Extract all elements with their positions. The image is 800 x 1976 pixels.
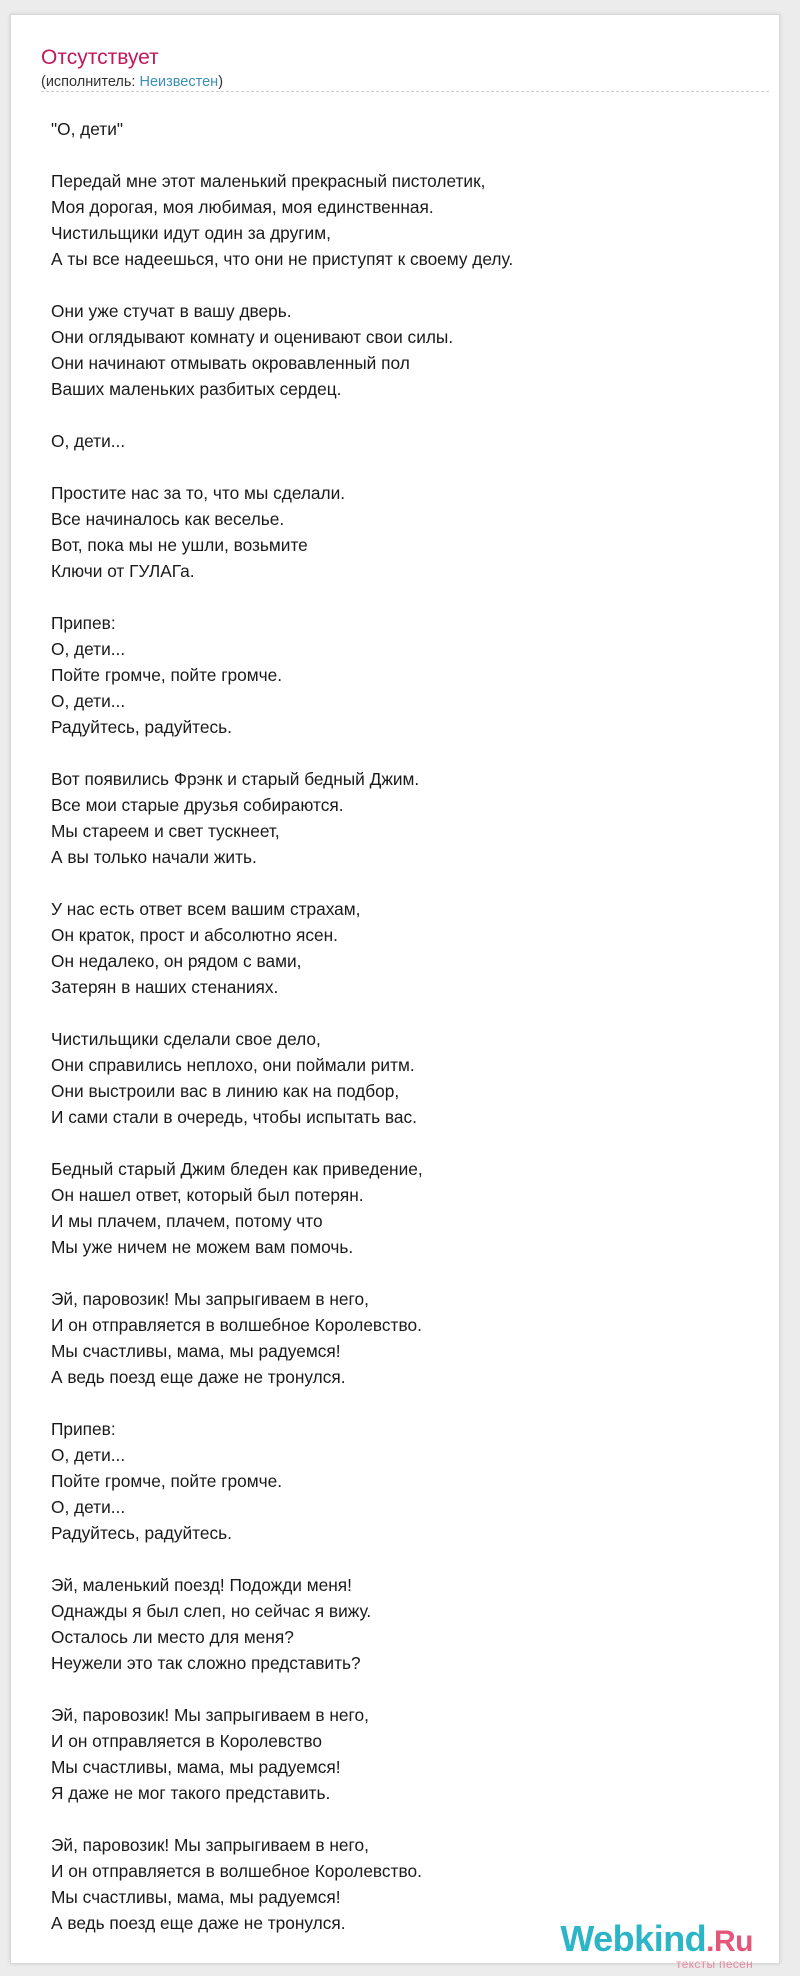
lyric-line: Простите нас за то, что мы сделали.: [51, 483, 346, 503]
lyric-line: Радуйтесь, радуйтесь.: [51, 1523, 232, 1543]
lyric-line: Вот появились Фрэнк и старый бедный Джим.: [51, 769, 420, 789]
lyric-spacer: [51, 1676, 771, 1702]
lyric-line: Неужели это так сложно представить?: [51, 1653, 361, 1673]
lyric-line: Эй, паровозик! Мы запрыгиваем в него,: [51, 1289, 369, 1309]
song-title: Отсутствует: [41, 46, 159, 69]
lyric-line: Вот, пока мы не ушли, возьмите: [51, 535, 308, 555]
logo-tagline: тексты песен: [676, 1957, 753, 1971]
lyric-line: Припев:: [51, 1419, 116, 1439]
lyric-line: Мы счастливы, мама, мы радуемся!: [51, 1341, 341, 1361]
title-divider: [41, 91, 769, 92]
lyric-line: О, дети...: [51, 1445, 126, 1465]
lyric-line: И мы плачем, плачем, потому что: [51, 1211, 323, 1231]
lyric-line: Мы счастливы, мама, мы радуемся!: [51, 1887, 341, 1907]
lyric-line: Пойте громче, пойте громче.: [51, 665, 283, 685]
lyric-line: Мы счастливы, мама, мы радуемся!: [51, 1757, 341, 1777]
lyric-spacer: [51, 584, 771, 610]
lyric-spacer: [51, 1390, 771, 1416]
lyric-line: Они уже стучат в вашу дверь.: [51, 301, 292, 321]
lyric-spacer: [51, 1260, 771, 1286]
lyric-line: Припев:: [51, 613, 116, 633]
performer-suffix: ): [218, 74, 224, 90]
lyric-line: Они справились неплохо, они поймали ритм.: [51, 1055, 415, 1075]
lyric-line: Бедный старый Джим бледен как приведение,: [51, 1159, 423, 1179]
logo-tld: .Ru: [706, 1925, 753, 1958]
lyric-spacer: [51, 1546, 771, 1572]
lyric-line: О, дети...: [51, 431, 126, 451]
lyric-line: Они начинают отмывать окровавленный пол: [51, 353, 410, 373]
lyrics-card: [10, 14, 780, 1971]
lyric-line: Чистильщики идут один за другим,: [51, 223, 331, 243]
performer-prefix: (исполнитель:: [41, 74, 140, 90]
lyric-line: Я даже не мог такого представить.: [51, 1783, 331, 1803]
logo-brand: Webkind: [560, 1918, 707, 1959]
lyric-line: Мы уже ничем не можем вам помочь.: [51, 1237, 354, 1257]
lyric-line: Ключи от ГУЛАГа.: [51, 561, 195, 581]
lyric-line: Эй, паровозик! Мы запрыгиваем в него,: [51, 1835, 369, 1855]
lyric-line: Затерян в наших стенаниях.: [51, 977, 279, 997]
lyric-line: Ваших маленьких разбитых сердец.: [51, 379, 342, 399]
lyric-line: Они выстроили вас в линию как на подбор,: [51, 1081, 400, 1101]
performer-link[interactable]: Неизвестен: [139, 74, 219, 90]
lyric-line: Эй, маленький поезд! Подожди меня!: [51, 1575, 352, 1595]
lyric-line: О, дети...: [51, 639, 126, 659]
site-logo[interactable]: [560, 1918, 753, 1971]
lyric-line: И сами стали в очередь, чтобы испытать вас.: [51, 1107, 417, 1127]
lyric-line: Пойте громче, пойте громче.: [51, 1471, 283, 1491]
lyric-line: "О, дети": [51, 119, 124, 139]
lyric-line: Моя дорогая, моя любимая, моя единственная.: [51, 197, 434, 217]
lyric-line: У нас есть ответ всем вашим страхам,: [51, 899, 361, 919]
lyric-line: Он недалеко, он рядом с вами,: [51, 951, 302, 971]
lyric-line: Все начиналось как веселье.: [51, 509, 285, 529]
lyric-line: И он отправляется в волшебное Королевство.: [51, 1315, 422, 1335]
lyric-spacer: [51, 740, 771, 766]
performer-line: [41, 73, 223, 91]
lyric-spacer: [51, 870, 771, 896]
lyric-line: А ты все надеешься, что они не приступят к своему делу.: [51, 249, 514, 269]
lyric-line: И он отправляется в волшебное Королевство.: [51, 1861, 422, 1881]
lyric-line: Мы стареем и свет тускнеет,: [51, 821, 280, 841]
lyric-line: Однажды я был слеп, но сейчас я вижу.: [51, 1601, 372, 1621]
lyric-spacer: [51, 1130, 771, 1156]
lyric-line: О, дети...: [51, 691, 126, 711]
lyric-line: Он краток, прост и абсолютно ясен.: [51, 925, 338, 945]
lyric-line: Передай мне этот маленький прекрасный пистолетик,: [51, 171, 486, 191]
lyric-line: Все мои старые друзья собираются.: [51, 795, 344, 815]
lyric-spacer: [51, 1806, 771, 1832]
lyric-line: И он отправляется в Королевство: [51, 1731, 323, 1751]
lyric-line: Радуйтесь, радуйтесь.: [51, 717, 232, 737]
lyrics-text: [51, 116, 771, 1936]
lyric-line: А ведь поезд еще даже не тронулся.: [51, 1367, 346, 1387]
lyric-line: Чистильщики сделали свое дело,: [51, 1029, 321, 1049]
lyric-line: А вы только начали жить.: [51, 847, 257, 867]
lyric-line: Эй, паровозик! Мы запрыгиваем в него,: [51, 1705, 369, 1725]
lyric-line: А ведь поезд еще даже не тронулся.: [51, 1913, 346, 1933]
lyric-line: Они оглядывают комнату и оценивают свои силы.: [51, 327, 454, 347]
lyric-line: Он нашел ответ, который был потерян.: [51, 1185, 364, 1205]
lyric-spacer: [51, 142, 771, 168]
lyric-spacer: [51, 402, 771, 428]
lyric-spacer: [51, 1000, 771, 1026]
lyric-spacer: [51, 454, 771, 480]
lyric-line: Осталось ли место для меня?: [51, 1627, 294, 1647]
lyric-line: О, дети...: [51, 1497, 126, 1517]
lyric-spacer: [51, 272, 771, 298]
